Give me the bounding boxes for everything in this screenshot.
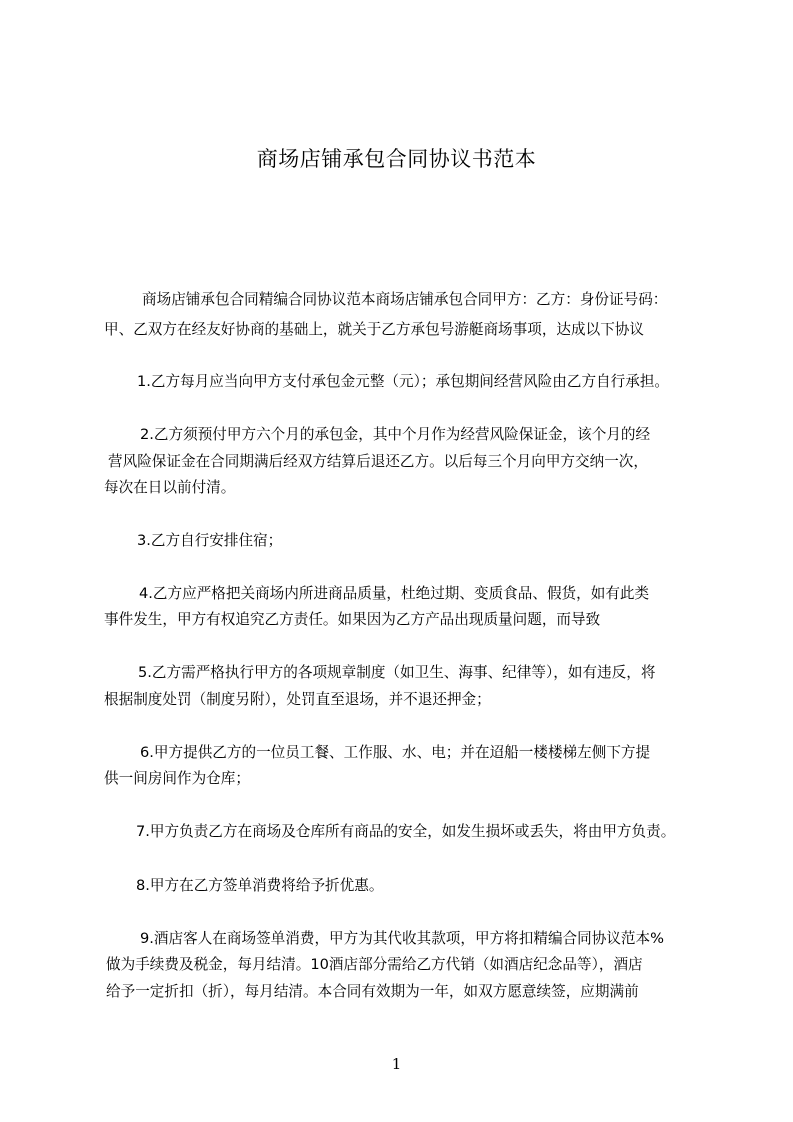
clause-4-line: 事件发生，甲方有权追究乙方责任。如果因为乙方产品出现质量问题，而导致 — [104, 611, 601, 628]
clause-3-line: 3.乙方自行安排住宿； — [137, 532, 283, 549]
clause-6-line: 供一间房间作为仓库； — [104, 770, 250, 787]
clause-9-line: 做为手续费及税金，每月结清。10酒店部分需给乙方代销（如酒店纪念品等），酒店 — [106, 956, 643, 973]
clause-5-line: 根据制度处罚（制度另附），处罚直至退场，并不退还押金； — [104, 691, 491, 708]
intro-line: 甲、乙双方在经友好协商的基础上，就关于乙方承包号游艇商场事项，达成以下协议 — [104, 321, 644, 338]
clause-8-line: 8.甲方在乙方签单消费将给予折优惠。 — [136, 877, 384, 894]
clause-4-line: 4.乙方应严格把关商场内所进商品质量，杜绝过期、变质食品、假货，如有此类 — [139, 585, 650, 602]
clause-7-line: 7.甲方负责乙方在商场及仓库所有商品的安全，如发生损坏或丢失，将由甲方负责。 — [136, 823, 676, 840]
page-title: 商场店铺承包合同协议书范本 — [256, 147, 537, 171]
clause-2-line: 营风险保证金在合同期满后经双方结算后退还乙方。以后每三个月向甲方交纳一次， — [108, 453, 648, 470]
clause-2-line: 2.乙方须预付甲方六个月的承包金，其中个月作为经营风险保证金，该个月的经 — [140, 426, 651, 443]
clause-6-line: 6.甲方提供乙方的一位员工餐、工作服、水、电；并在迢船一楼楼梯左侧下方提 — [140, 744, 651, 761]
clause-9-line: 给予一定折扣（折），每月结清。本合同有效期为一年，如双方愿意续签，应期满前 — [106, 983, 639, 1000]
clause-5-line: 5.乙方需严格执行甲方的各项规章制度（如卫生、海事、纪律等），如有违反，将 — [138, 664, 656, 681]
clause-1-line: 1.乙方每月应当向甲方支付承包金元整（元）；承包期间经营风险由乙方自行承担。 — [137, 373, 670, 390]
intro-line: 商场店铺承包合同精编合同协议范本商场店铺承包合同甲方：乙方：身份证号码： — [142, 291, 668, 308]
clause-9-line: 9.酒店客人在商场签单消费，甲方为其代收其款项，甲方将扣精编合同协议范本% — [140, 930, 664, 947]
clause-2-line: 每次在日以前付清。 — [104, 479, 236, 496]
page-number: 1 — [391, 1055, 402, 1073]
